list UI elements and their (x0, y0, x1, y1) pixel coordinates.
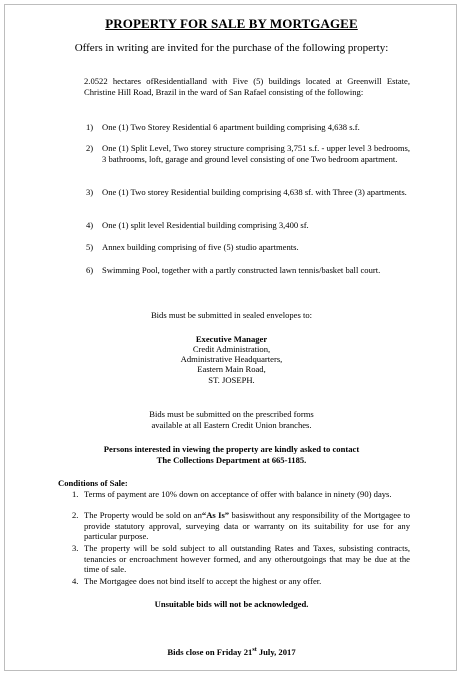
item-number: 2) (86, 143, 94, 153)
condition-number: 4. (72, 576, 79, 586)
address-name: Executive Manager (195, 334, 268, 344)
address-line: ST. JOSEPH. (208, 375, 255, 385)
item-text: One (1) split level Residential building comprising 3,400 sf. (102, 220, 309, 230)
bids-close-notice (0, 645, 463, 657)
condition-text (84, 510, 410, 542)
condition-text-part: Terms of payment are 10% down on acceptance of offer with balance in ninety (90) days. (84, 489, 392, 499)
item-number: 6) (86, 265, 94, 275)
item-text: One (1) Split Level, Two storey structure comprising 3,751 s.f. - upper level 3 bedrooms, 3 bathrooms, loft, garage and ground level consisting of one Two bedroom apartment. (102, 143, 410, 164)
page-title: PROPERTY FOR SALE BY MORTGAGEE (105, 16, 358, 31)
item-text: One (1) Two storey Residential building comprising 4,638 sf. with Three (3) apartments. (102, 187, 407, 197)
unsuitable-notice: Unsuitable bids will not be acknowledged. (154, 599, 309, 609)
address-line: Administrative Headquarters, (180, 354, 283, 364)
conditions-title: Conditions of Sale: (58, 478, 128, 488)
as-is-emphasis: “As Is” (201, 510, 230, 520)
intro-text: Offers in writing are invited for the purchase of the following property: (74, 42, 389, 54)
close-text: July, 2017 (256, 646, 296, 657)
forms-text: Bids must be submitted on the prescribed forms (149, 409, 314, 419)
condition-number: 1. (72, 489, 79, 499)
condition-text-part: The Property would be sold on an (84, 510, 202, 520)
close-ordinal: st (252, 647, 257, 653)
forms-text: available at all Eastern Credit Union branches. (151, 420, 312, 430)
condition-text (84, 489, 410, 500)
item-text: One (1) Two Storey Residential 6 apartment building comprising 4,638 s.f. (102, 122, 360, 132)
item-number: 4) (86, 220, 94, 230)
item-number: 5) (86, 242, 94, 252)
condition-text-part: The Mortgagee does not bind itself to accept the highest or any offer. (84, 576, 322, 586)
condition-text (84, 543, 410, 575)
property-description: 2.0522 hectares ofResidentialland with Five (5) buildings located at Greenwill Estate, Christine Hill Road, Brazil in the ward of San Rafael consisting of the following: (84, 76, 410, 97)
close-text: Bids close on Friday 21 (167, 646, 253, 657)
contact-text: Persons interested in viewing the property are kindly asked to contact (103, 444, 360, 454)
address-line: Credit Administration, (192, 344, 271, 354)
bids-sealed-text: Bids must be submitted in sealed envelopes to: (150, 310, 313, 320)
item-text: Annex building comprising of five (5) studio apartments. (102, 242, 299, 252)
condition-text-part: The property will be sold subject to all outstanding Rates and Taxes, subsisting contracts, tenancies or encroachment however formed, and any otheroutgoings that may be due at the time of sale. (84, 543, 410, 575)
item-text: Swimming Pool, together with a partly constructed lawn tennis/basket ball court. (102, 265, 381, 275)
address-line: Eastern Main Road, (197, 364, 266, 374)
item-number: 3) (86, 187, 94, 197)
contact-text: The Collections Department at 665-1185. (156, 455, 307, 465)
condition-number: 3. (72, 543, 79, 553)
condition-number: 2. (72, 510, 79, 520)
condition-text-part: basiswithout any responsibility of the Mortgagee to provide statutory approval, surveying data or warranty on its suitability for use for any particular purpose. (84, 510, 410, 542)
condition-text (84, 576, 410, 587)
item-number: 1) (86, 122, 94, 132)
